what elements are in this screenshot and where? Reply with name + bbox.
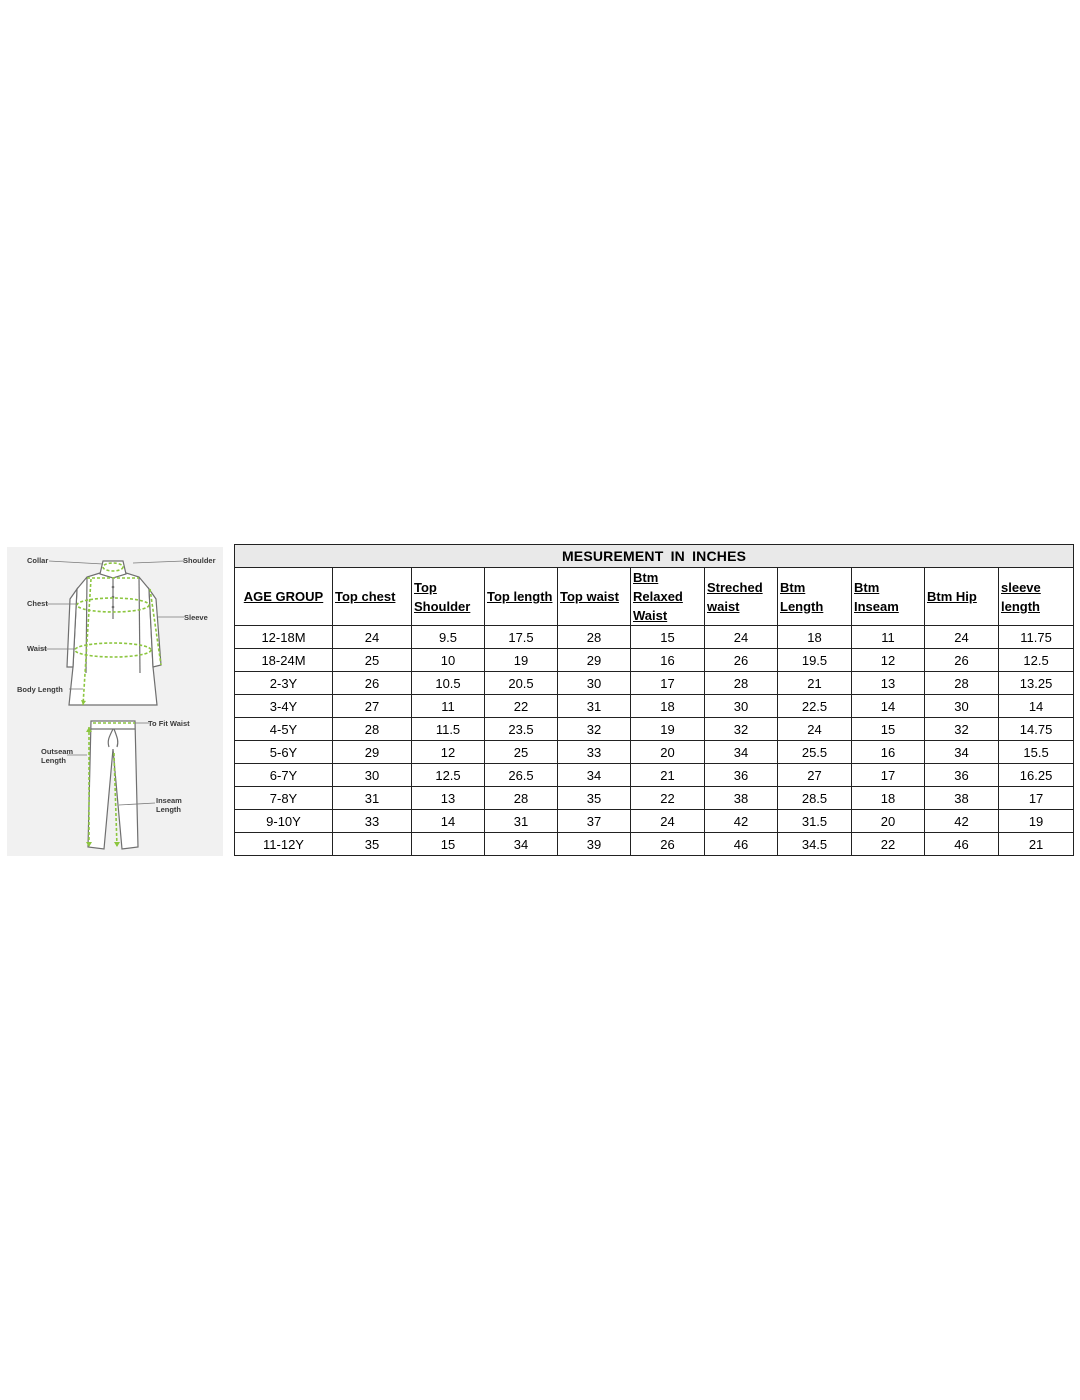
measurement-cell: 42 bbox=[705, 810, 778, 833]
column-header: AGE GROUP bbox=[235, 568, 333, 626]
measurement-cell: 25.5 bbox=[778, 741, 852, 764]
table-row bbox=[235, 787, 1074, 810]
column-header: sleeve length bbox=[999, 568, 1074, 626]
measurement-cell: 33 bbox=[558, 741, 631, 764]
table-header-row bbox=[235, 568, 1074, 626]
measurement-cell: 12 bbox=[852, 649, 925, 672]
measurement-cell: 21 bbox=[631, 764, 705, 787]
measurement-cell: 15.5 bbox=[999, 741, 1074, 764]
measurement-cell: 16 bbox=[852, 741, 925, 764]
measurement-cell: 28 bbox=[333, 718, 412, 741]
measurement-cell: 34 bbox=[705, 741, 778, 764]
measurement-cell: 38 bbox=[925, 787, 999, 810]
measurement-cell: 31 bbox=[333, 787, 412, 810]
measurement-cell: 31 bbox=[485, 810, 558, 833]
measurement-cell: 19 bbox=[631, 718, 705, 741]
size-chart-table bbox=[234, 544, 1074, 856]
measurement-cell: 32 bbox=[705, 718, 778, 741]
measurement-cell: 12.5 bbox=[999, 649, 1074, 672]
measurement-cell: 30 bbox=[333, 764, 412, 787]
measurement-cell: 17 bbox=[852, 764, 925, 787]
measurement-cell: 14 bbox=[852, 695, 925, 718]
label-outseam-line1: Outseam bbox=[41, 747, 74, 756]
age-group-cell: 5-6Y bbox=[235, 741, 333, 764]
measurement-cell: 35 bbox=[333, 833, 412, 856]
measurement-cell: 46 bbox=[705, 833, 778, 856]
label-to-fit-waist: To Fit Waist bbox=[148, 719, 190, 728]
age-group-cell: 9-10Y bbox=[235, 810, 333, 833]
measurement-cell: 16.25 bbox=[999, 764, 1074, 787]
measurement-cell: 26.5 bbox=[485, 764, 558, 787]
measurement-cell: 18 bbox=[778, 626, 852, 649]
measurement-cell: 11 bbox=[412, 695, 485, 718]
label-body-length: Body Length bbox=[17, 685, 63, 694]
measurement-cell: 34.5 bbox=[778, 833, 852, 856]
label-inseam-line1: Inseam bbox=[156, 796, 182, 805]
column-header: Top length bbox=[485, 568, 558, 626]
measurement-cell: 34 bbox=[558, 764, 631, 787]
measurement-cell: 19.5 bbox=[778, 649, 852, 672]
age-group-cell: 4-5Y bbox=[235, 718, 333, 741]
age-group-cell: 12-18M bbox=[235, 626, 333, 649]
measurement-cell: 28 bbox=[705, 672, 778, 695]
measurement-cell: 26 bbox=[631, 833, 705, 856]
measurement-cell: 36 bbox=[705, 764, 778, 787]
measurement-cell: 25 bbox=[333, 649, 412, 672]
measurement-cell: 31 bbox=[558, 695, 631, 718]
label-outseam-line2: Length bbox=[41, 756, 66, 765]
measurement-cell: 27 bbox=[333, 695, 412, 718]
measurement-cell: 24 bbox=[925, 626, 999, 649]
measurement-cell: 30 bbox=[705, 695, 778, 718]
measurement-cell: 20 bbox=[852, 810, 925, 833]
measurement-cell: 35 bbox=[558, 787, 631, 810]
measurement-cell: 24 bbox=[705, 626, 778, 649]
measurement-cell: 9.5 bbox=[412, 626, 485, 649]
column-header: Btm Inseam bbox=[852, 568, 925, 626]
measurement-cell: 29 bbox=[333, 741, 412, 764]
measurement-cell: 16 bbox=[631, 649, 705, 672]
measurement-cell: 21 bbox=[778, 672, 852, 695]
measurement-cell: 38 bbox=[705, 787, 778, 810]
measurement-cell: 11.5 bbox=[412, 718, 485, 741]
measurement-cell: 39 bbox=[558, 833, 631, 856]
measurement-cell: 46 bbox=[925, 833, 999, 856]
measurement-cell: 13 bbox=[852, 672, 925, 695]
column-header: Top waist bbox=[558, 568, 631, 626]
label-sleeve: Sleeve bbox=[184, 613, 208, 622]
measurement-cell: 24 bbox=[631, 810, 705, 833]
table-row bbox=[235, 626, 1074, 649]
measurement-cell: 20 bbox=[631, 741, 705, 764]
pajama-drawing bbox=[88, 721, 138, 849]
column-header: Top Shoulder bbox=[412, 568, 485, 626]
table-title: MESUREMENT IN INCHES bbox=[235, 545, 1074, 568]
measurement-cell: 22 bbox=[852, 833, 925, 856]
measurement-cell: 14 bbox=[999, 695, 1074, 718]
measurement-cell: 17 bbox=[999, 787, 1074, 810]
age-group-cell: 7-8Y bbox=[235, 787, 333, 810]
measurement-cell: 13.25 bbox=[999, 672, 1074, 695]
measurement-cell: 22 bbox=[485, 695, 558, 718]
column-header: Streched waist bbox=[705, 568, 778, 626]
measurement-cell: 10 bbox=[412, 649, 485, 672]
measurement-cell: 28.5 bbox=[778, 787, 852, 810]
measurement-guide-illustration bbox=[7, 547, 223, 856]
measurement-cell: 34 bbox=[485, 833, 558, 856]
label-collar: Collar bbox=[27, 556, 49, 565]
measurement-cell: 25 bbox=[485, 741, 558, 764]
measurement-cell: 11.75 bbox=[999, 626, 1074, 649]
measurement-cell: 21 bbox=[999, 833, 1074, 856]
measurement-cell: 26 bbox=[925, 649, 999, 672]
measurement-cell: 30 bbox=[558, 672, 631, 695]
measurement-cell: 32 bbox=[925, 718, 999, 741]
measurement-cell: 19 bbox=[485, 649, 558, 672]
measurement-cell: 28 bbox=[925, 672, 999, 695]
measurement-cell: 28 bbox=[485, 787, 558, 810]
age-group-cell: 6-7Y bbox=[235, 764, 333, 787]
table-row bbox=[235, 833, 1074, 856]
table-row bbox=[235, 718, 1074, 741]
measurement-cell: 17 bbox=[631, 672, 705, 695]
measurement-cell: 26 bbox=[333, 672, 412, 695]
age-group-cell: 3-4Y bbox=[235, 695, 333, 718]
measurement-cell: 31.5 bbox=[778, 810, 852, 833]
table-row bbox=[235, 810, 1074, 833]
measurement-cell: 11 bbox=[852, 626, 925, 649]
measurement-cell: 18 bbox=[852, 787, 925, 810]
measurement-cell: 18 bbox=[631, 695, 705, 718]
measurement-cell: 27 bbox=[778, 764, 852, 787]
measurement-cell: 23.5 bbox=[485, 718, 558, 741]
measurement-cell: 15 bbox=[412, 833, 485, 856]
table-row bbox=[235, 695, 1074, 718]
table-row bbox=[235, 764, 1074, 787]
measurement-cell: 24 bbox=[333, 626, 412, 649]
column-header: Btm Hip bbox=[925, 568, 999, 626]
measurement-cell: 24 bbox=[778, 718, 852, 741]
measurement-cell: 26 bbox=[705, 649, 778, 672]
label-chest: Chest bbox=[27, 599, 48, 608]
measurement-cell: 12 bbox=[412, 741, 485, 764]
measurement-cell: 28 bbox=[558, 626, 631, 649]
measurement-cell: 20.5 bbox=[485, 672, 558, 695]
table-row bbox=[235, 649, 1074, 672]
age-group-cell: 11-12Y bbox=[235, 833, 333, 856]
measurement-cell: 14.75 bbox=[999, 718, 1074, 741]
age-group-cell: 18-24M bbox=[235, 649, 333, 672]
measurement-cell: 36 bbox=[925, 764, 999, 787]
garment-diagram bbox=[7, 547, 223, 856]
measurement-cell: 32 bbox=[558, 718, 631, 741]
kurta-drawing bbox=[67, 561, 161, 705]
measurement-cell: 30 bbox=[925, 695, 999, 718]
measurement-cell: 37 bbox=[558, 810, 631, 833]
measurement-cell: 15 bbox=[631, 626, 705, 649]
label-inseam-line2: Length bbox=[156, 805, 181, 814]
label-waist: Waist bbox=[27, 644, 47, 653]
measurement-cell: 19 bbox=[999, 810, 1074, 833]
label-shoulder: Shoulder bbox=[183, 556, 216, 565]
measurement-cell: 33 bbox=[333, 810, 412, 833]
measurement-cell: 12.5 bbox=[412, 764, 485, 787]
measurement-cell: 17.5 bbox=[485, 626, 558, 649]
measurement-cell: 10.5 bbox=[412, 672, 485, 695]
table-row bbox=[235, 741, 1074, 764]
measurement-cell: 13 bbox=[412, 787, 485, 810]
measurement-cell: 42 bbox=[925, 810, 999, 833]
table-row bbox=[235, 672, 1074, 695]
age-group-cell: 2-3Y bbox=[235, 672, 333, 695]
measurement-cell: 29 bbox=[558, 649, 631, 672]
column-header: Top chest bbox=[333, 568, 412, 626]
measurement-cell: 34 bbox=[925, 741, 999, 764]
measurement-cell: 22 bbox=[631, 787, 705, 810]
table-body bbox=[235, 626, 1074, 856]
measurement-cell: 15 bbox=[852, 718, 925, 741]
measurement-cell: 22.5 bbox=[778, 695, 852, 718]
column-header: Btm Relaxed Waist bbox=[631, 568, 705, 626]
column-header: Btm Length bbox=[778, 568, 852, 626]
measurement-cell: 14 bbox=[412, 810, 485, 833]
